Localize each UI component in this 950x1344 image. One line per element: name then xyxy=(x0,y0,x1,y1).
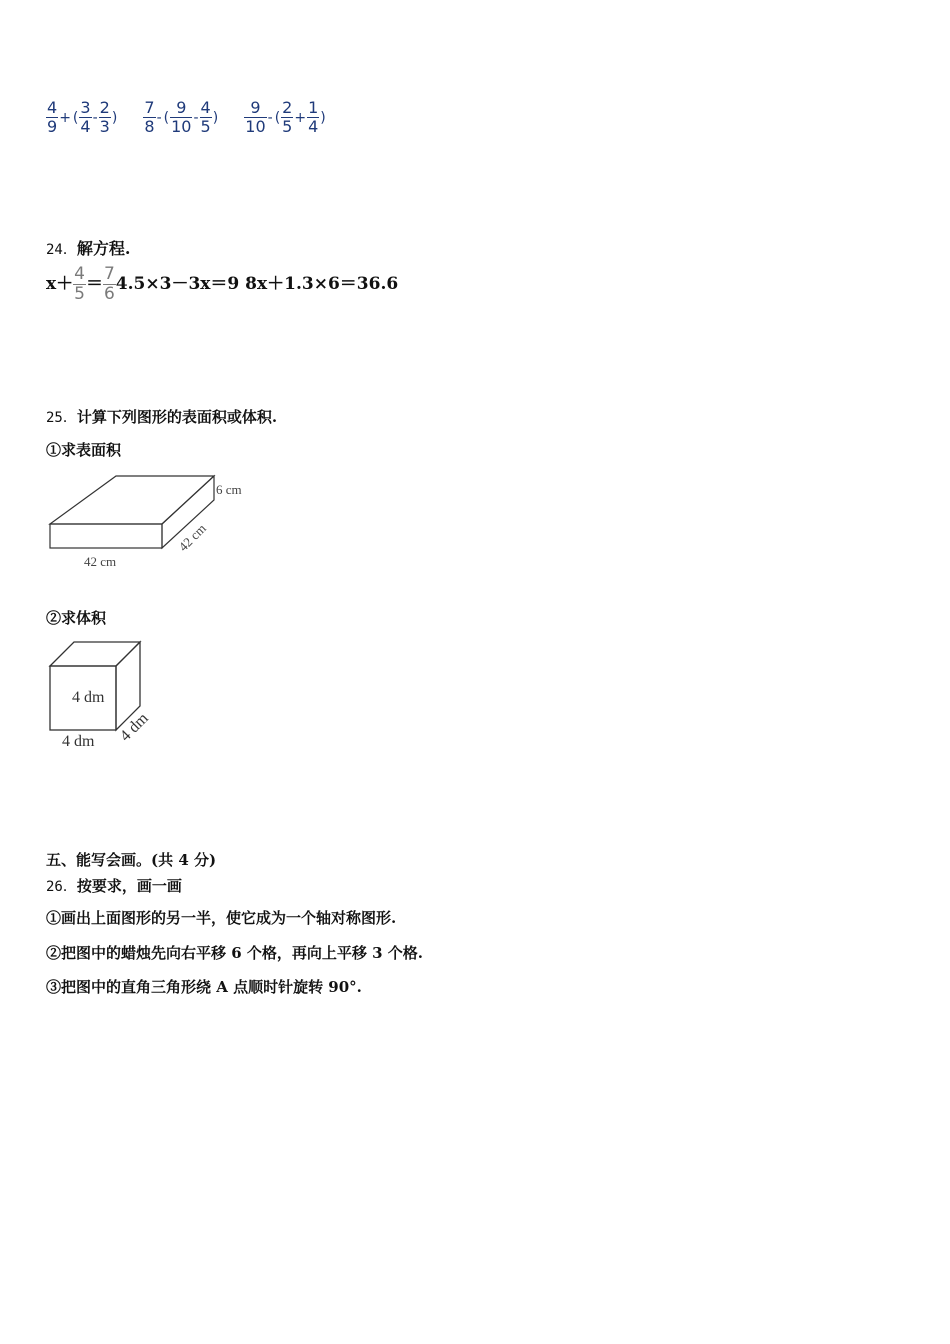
q26-heading: 26．按要求，画一画 xyxy=(46,877,182,895)
section5-title: 五、能写会画。(共 4 分) xyxy=(46,851,217,869)
cube-figure xyxy=(44,636,174,754)
q24-heading: 24．解方程. xyxy=(46,239,131,258)
cuboid-length-label: 42 cm xyxy=(84,554,117,569)
calc-expression-1: $\frac{4}{9}$ + ( $\frac{3}{4}$ - $\frac{2}{3}$ ) xyxy=(47,98,118,136)
q25-sub1: ①求表面积 xyxy=(46,441,122,459)
q26-item-1: ①画出上面图形的另一半，使它成为一个轴对称图形. xyxy=(46,909,397,927)
q25-heading: 25．计算下列图形的表面积或体积. xyxy=(46,408,278,426)
calc-expression-2: $\frac{7}{8}$ - ( $\frac{9}{10}$ - $\frac{4}{5}$ ) xyxy=(144,98,219,136)
calc-expression-3: $\frac{9}{10}$ - ( $\frac{2}{5}$ + $\frac{1}{4}$ ) xyxy=(245,98,326,136)
q26-item-2: ②把图中的蜡烛先向右平移 6 个格，再向上平移 3 个格. xyxy=(46,944,423,962)
cube-width-label: 4 dm xyxy=(116,709,152,745)
cuboid-width-label: 42 cm xyxy=(175,520,209,555)
cube-top-face xyxy=(50,642,140,666)
cuboid-top-face xyxy=(50,476,214,524)
q26-item-3: ③把图中的直角三角形绕 A 点顺时针旋转 90°. xyxy=(46,978,362,996)
equation-3: 8x＋1.3×6＝36.6 xyxy=(245,274,399,294)
cuboid-front-face xyxy=(50,524,162,548)
equation-1: x＋ $\frac{4}{5}$ ＝ $\frac{7}{6}$ xyxy=(46,264,115,304)
cuboid-height-label: 6 cm xyxy=(216,482,242,497)
q24-equations xyxy=(46,266,398,303)
fraction-calc-row xyxy=(46,100,347,135)
equation-2: 4.5×3－3x＝9 xyxy=(115,274,240,294)
q25-sub2: ②求体积 xyxy=(46,609,107,627)
cube-height-label: 4 dm xyxy=(72,689,105,706)
cube-length-label: 4 dm xyxy=(62,733,95,750)
cuboid-figure xyxy=(44,470,254,570)
